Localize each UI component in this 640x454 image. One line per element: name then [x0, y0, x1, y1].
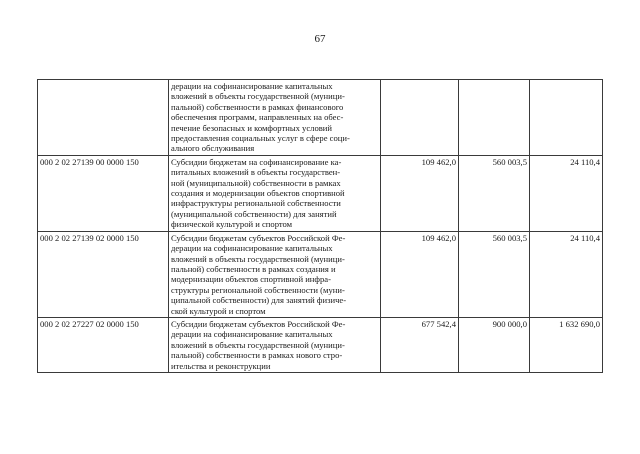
- amount-year-3-cell: 24 110,4: [530, 155, 603, 231]
- description-line: дерации на софинансирование капитальных: [171, 243, 333, 254]
- description-cell: [169, 231, 381, 317]
- description-line: (муниципальной собственности) для занятий: [171, 208, 337, 219]
- amount-year-1-cell: [381, 80, 459, 156]
- budget-table: [37, 79, 603, 373]
- amount-year-1-cell: 109 462,0: [381, 231, 459, 317]
- description-line: ной (муниципальной) собственности в рамках: [171, 177, 341, 188]
- description-line: вложений в объекты государственной (муници-: [171, 339, 345, 350]
- description-line: ительства и реконструкции: [171, 360, 271, 371]
- description-line: питальных вложений в объекты государствен-: [171, 167, 341, 178]
- description-line: обеспечения программ, направленных на обес-: [171, 112, 344, 123]
- description-line: структуры региональной собственности (муни-: [171, 284, 345, 295]
- amount-year-3-cell: 24 110,4: [530, 231, 603, 317]
- amount-year-1-cell: 677 542,4: [381, 317, 459, 372]
- table-row: [38, 231, 603, 317]
- amount-year-2-cell: 560 003,5: [459, 155, 530, 231]
- description-line: предоставления социальных услуг в сфере соци-: [171, 133, 350, 144]
- description-line: создания и модернизации объектов спортивной: [171, 188, 345, 199]
- amount-year-3-cell: 1 632 690,0: [530, 317, 603, 372]
- amount-year-2-cell: [459, 80, 530, 156]
- description-line: инфраструктуры региональной собственности: [171, 198, 341, 209]
- description-line: вложений в объекты государственной (муници-: [171, 253, 345, 264]
- description-line: ального обслуживания: [171, 143, 255, 154]
- page-number: 67: [314, 33, 326, 45]
- description-line: ской культурой и спортом: [171, 305, 266, 316]
- income-code-cell: 000 2 02 27139 02 0000 150: [38, 231, 169, 317]
- description-line: печение безопасных и комфортных условий: [171, 122, 332, 133]
- description-line: Субсидии бюджетам субъектов Российской Фе-: [171, 232, 346, 243]
- income-code-cell: 000 2 02 27227 02 0000 150: [38, 317, 169, 372]
- income-code-cell: [38, 80, 169, 156]
- description-line: пальной) собственности в рамках финансового: [171, 101, 344, 112]
- amount-year-3-cell: [530, 80, 603, 156]
- description-cell: [169, 80, 381, 156]
- income-code-cell: 000 2 02 27139 00 0000 150: [38, 155, 169, 231]
- description-line: Субсидии бюджетам на софинансирование ка-: [171, 156, 342, 167]
- description-cell: [169, 317, 381, 372]
- description-line: пальной) собственности в рамках нового стро-: [171, 350, 343, 361]
- description-line: ципальной собственности) для занятий физиче-: [171, 295, 347, 306]
- table-row: [38, 80, 603, 156]
- description-line: дерации на софинансирование капитальных: [171, 329, 333, 340]
- description-line: дерации на софинансирование капитальных: [171, 81, 333, 91]
- description-cell: [169, 155, 381, 231]
- description-line: физической культурой и спортом: [171, 219, 293, 230]
- amount-year-2-cell: 900 000,0: [459, 317, 530, 372]
- description-line: вложений в объекты государственной (муници-: [171, 91, 345, 102]
- table-row: [38, 155, 603, 231]
- description-line: Субсидии бюджетам субъектов Российской Фе-: [171, 318, 346, 329]
- description-line: пальной) собственности в рамках создания и: [171, 263, 336, 274]
- description-line: модернизации объектов спортивной инфра-: [171, 274, 331, 285]
- budget-table-body: [38, 80, 603, 373]
- amount-year-1-cell: 109 462,0: [381, 155, 459, 231]
- table-row: [38, 317, 603, 372]
- amount-year-2-cell: 560 003,5: [459, 231, 530, 317]
